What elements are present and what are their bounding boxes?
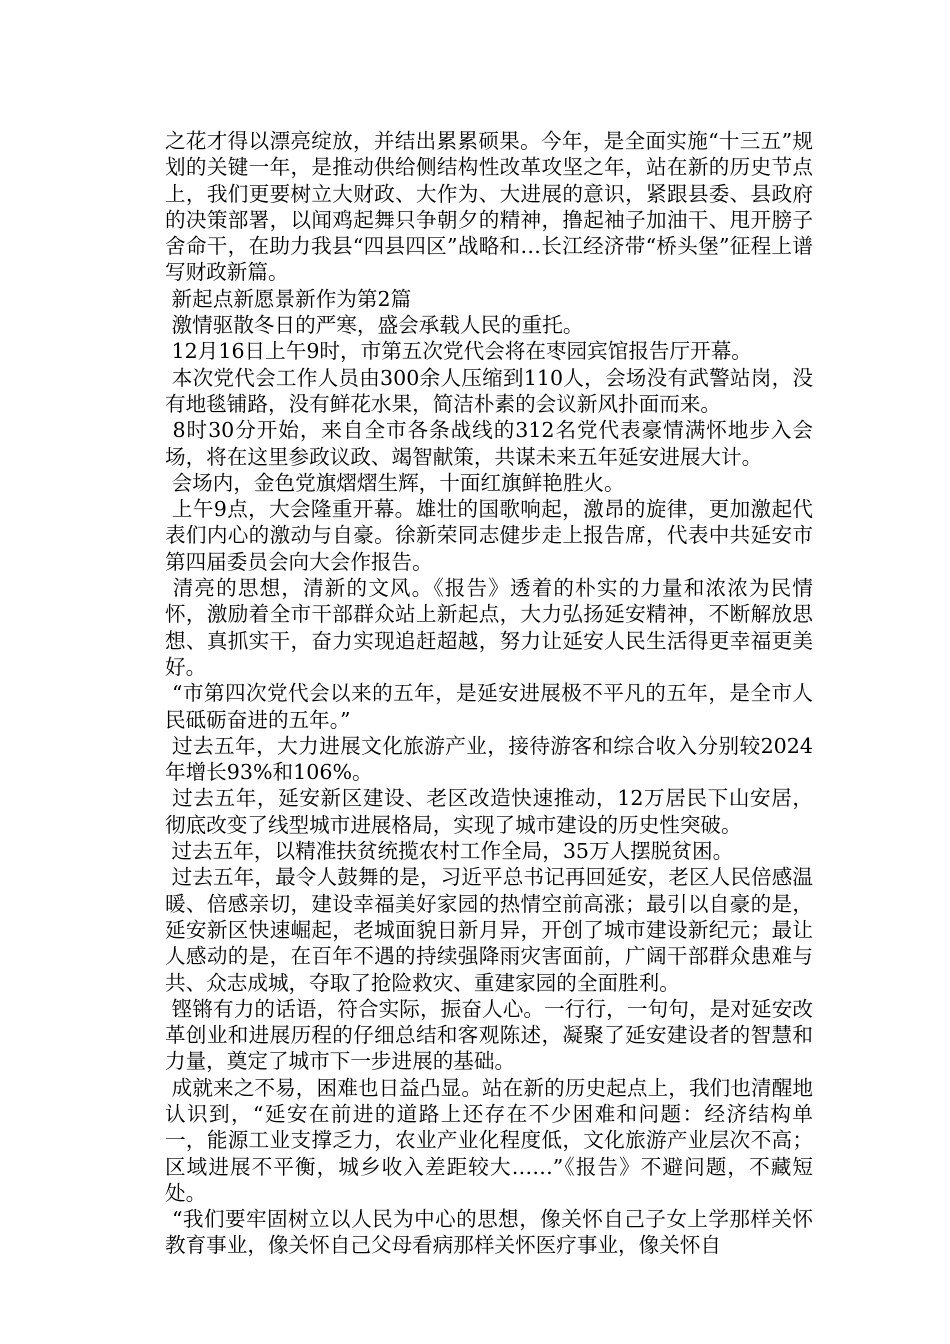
paragraph: 8时30分开始，来自全市各条战线的312名党代表豪情满怀地步入会场，将在这里参政议政、竭智献策，共谋未来五年延安进展大计。	[165, 418, 813, 469]
paragraph: 铿锵有力的话语，符合实际，振奋人心。一行行，一句句，是对延安改革创业和进展历程的仔细总结和客观陈述，凝聚了延安建设者的智慧和力量，奠定了城市下一步进展的基础。	[165, 996, 814, 1074]
paragraph: 过去五年，大力进展文化旅游产业，接待游客和综合收入分别较2024年增长93%和106%。	[165, 733, 813, 785]
document-body	[165, 128, 813, 1259]
paragraph: 12月16日上午9时，市第五次党代会将在枣园宾馆报告厅开幕。	[165, 339, 752, 364]
paragraph: 过去五年，延安新区建设、老区改造快速推动，12万居民下山安居，彻底改变了线型城市进展格局，实现了城市建设的历史性突破。	[165, 786, 814, 837]
paragraph: 会场内，金色党旗熠熠生辉，十面红旗鲜艳胜火。	[165, 470, 625, 495]
paragraph: 激情驱散冬日的严寒，盛会承载人民的重托。	[165, 313, 584, 338]
article-title: 新起点新愿景新作为第2篇	[165, 286, 412, 311]
paragraph-quote: “市第四次党代会以来的五年，是延安进展极不平凡的五年，是全市人民砥砺奋进的五年。”	[165, 681, 814, 732]
paragraph: 上午9点，大会隆重开幕。雄壮的国歌响起，激昂的旋律，更加激起代表们内心的激动与自豪。徐新荣同志健步走上报告席，代表中共延安市第四届委员会向大会作报告。	[165, 497, 813, 574]
paragraph: 过去五年，以精准扶贫统揽农村工作全局，35万人摆脱贫困。	[165, 839, 734, 864]
paragraph: 成就来之不易，困难也日益凸显。站在新的历史起点上，我们也清醒地认识到，“延安在前进的道路上还存在不少困难和问题：经济结构单一，能源工业支撑乏力，农业产业化程度低，文化旅游产业层次不高；区域进展不平衡，城乡收入差距较大……”《报告》不避问题，不藏短处。	[165, 1075, 814, 1205]
paragraph: 本次党代会工作人员由300余人压缩到110人，会场没有武警站岗，没有地毯铺路，没有鲜花水果，简洁朴素的会议新风扑面而来。	[165, 365, 813, 416]
paragraph-continuation: 之花才得以漂亮绽放，并结出累累硕果。今年，是全面实施“十三五”规划的关键一年，是推动供给侧结构性改革攻坚之年，站在新的历史节点上，我们更要树立大财政、大作为、大进展的意识，紧跟县委、县政府的决策部署，以闻鸡起舞只争朝夕的精神，撸起袖子加油干、甩开膀子舍命干，在助力我县“四县四区”战略和…长江经济带“桥头堡”征程上谱写财政新篇。	[165, 129, 813, 285]
paragraph: 过去五年，最令人鼓舞的是，习近平总书记再回延安，老区人民倍感温暖、倍感亲切，建设幸福美好家园的热情空前高涨；最引以自豪的是，延安新区快速崛起，老城面貌日新月异，开创了城市建设新纪元；最让人感动的是，在百年不遇的持续强降雨灾害面前，广阔干部群众患难与共、众志成城，夺取了抢险救灾、重建家园的全面胜利。	[165, 865, 814, 995]
paragraph: 清亮的思想，清新的文风。《报告》透着的朴实的力量和浓浓为民情怀，激励着全市干部群众站上新起点，大力弘扬延安精神，不断解放思想、真抓实干，奋力实现追赶超越，努力让延安人民生活得更幸福更美好。	[165, 576, 814, 679]
paragraph-quote: “我们要牢固树立以人民为中心的思想，像关怀自己子女上学那样关怀教育事业，像关怀自己父母看病那样关怀医疗事业，像关怀自	[165, 1207, 814, 1258]
